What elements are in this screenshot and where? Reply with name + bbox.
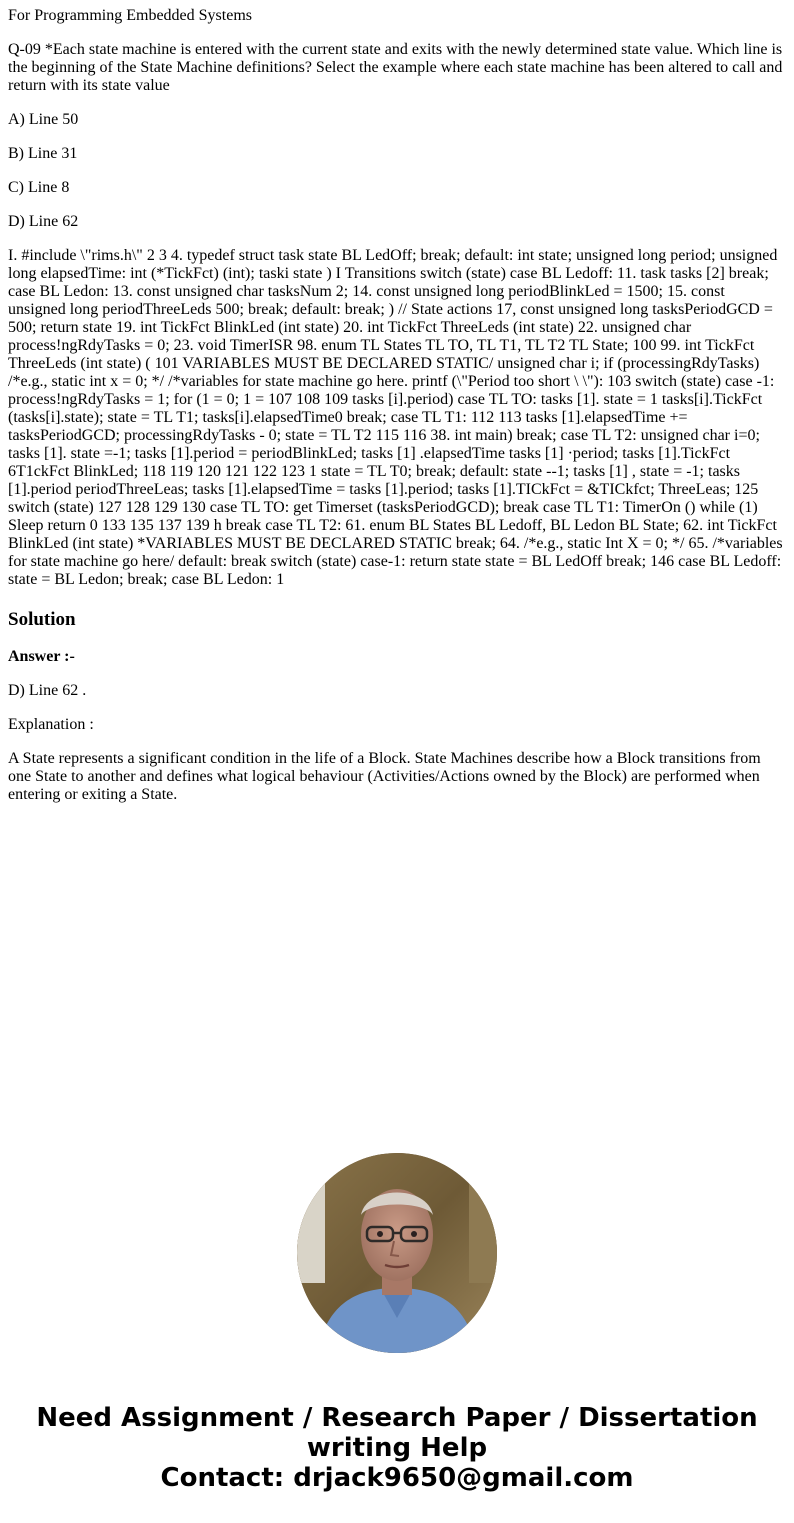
option-d: D) Line 62	[8, 213, 79, 230]
promo-line-1: Need Assignment / Research Paper / Dissertation	[36, 1403, 758, 1433]
document-body	[8, 0, 786, 804]
subject-line: For Programming Embedded Systems	[8, 7, 252, 24]
option-a: A) Line 50	[8, 111, 79, 128]
solution-heading: Solution	[8, 609, 76, 630]
avatar	[297, 1153, 497, 1353]
option-b: B) Line 31	[8, 145, 78, 162]
explanation-label: Explanation :	[8, 716, 94, 733]
answer-value: D) Line 62 .	[8, 682, 87, 699]
question-text: Q-09 *Each state machine is entered with the current state and exits with the newly determined state value. Which line is the beginning of the State Machine definitions? Select the example where each state machine has been altered to call and return with its state value	[8, 41, 783, 94]
answer-label: Answer :-	[8, 648, 75, 665]
promo-banner	[0, 1403, 794, 1493]
option-c: C) Line 8	[8, 179, 70, 196]
promo-line-2: writing Help	[306, 1433, 488, 1463]
avatar-portrait	[297, 1153, 497, 1353]
promo-contact: Contact: drjack9650@gmail.com	[160, 1463, 634, 1493]
explanation-text: A State represents a significant condition in the life of a Block. State Machines describe how a Block transitions from one State to another and defines what logical behaviour (Activities/Actions owned by the Block) are performed when entering or exiting a State.	[8, 750, 761, 803]
code-text: I. #include \"rims.h\" 2 3 4. typedef struct task state BL LedOff; break; default: int state; unsigned long period; unsigned long elapsedTime: int (*TickFct) (int); taski state ) I Transitions switch (state) case BL Ledoff: 11. task tasks [2] break; case BL Ledon: 13. const unsigned char tasksNum 2; 14. const unsigned long periodBlinkLed = 1500; 15. const unsigned long periodThreeLeds 500; break; default: break; ) // State actions 17, const unsigned long tasksPeriodGCD = 500; return state 19. int TickFct BlinkLed (int state) 20. int TickFct ThreeLeds (int state) 22. unsigned char process!ngRdyTasks = 0; 23. void TimerISR 98. enum TL States TL TO, TL T1, TL T2 TL State; 100 99. int TickFct ThreeLeds (int state) ( 101 VARIABLES MUST BE DECLARED STATIC/ unsigned char i; if (processingRdyTasks) /*e.g., static int x = 0; */ /*variables for state machine go here. printf (\"Period too short \ \"): 103 switch (state) case -1: process!ngRdyTasks = 1; for (1 = 0; 1 = 107 108 109 tasks [i].period) case TL TO: tasks [1]. state = 1 tasks[i].TickFct (tasks[i].state); state = TL T1; tasks[i].elapsedTime0 break; case TL T1: 112 113 tasks [1].elapsedTime += tasksPeriodGCD; processingRdyTasks - 0; state = TL T2 115 116 38. int main) break; case TL T2: unsigned char i=0; tasks [1]. state =-1; tasks [1].period = periodBlinkLed; tasks [1] .elapsedTime tasks [1] ·period; tasks [1].TickFct 6T1ckFct BlinkLed; 118 119 120 121 122 123 1 state = TL T0; break; default: state --1; tasks [1] , state = -1; tasks [1].period periodThreeLeas; tasks [1].elapsedTime = tasks [1].period; tasks [1].TICkFct = &TICkfct; ThreeLeas; 125 switch (state) 127 128 129 130 case TL TO: get Timerset (tasksPeriodGCD); break case TL T1: TimerOn () while (1) Sleep return 0 133 135 137 139 h break case TL T2: 61. enum BL States BL Ledoff, BL Ledon BL State; 62. int TickFct BlinkLed (int state) *VARIABLES MUST BE DECLARED STATIC break; 64. /*e.g., static Int X = 0; */ 65. /*variables for state machine go here/ default: break switch (state) case-1: return state state = BL LedOff break; 146 case BL Ledoff: state = BL Ledon; break; case BL Ledon: 1	[8, 247, 783, 588]
